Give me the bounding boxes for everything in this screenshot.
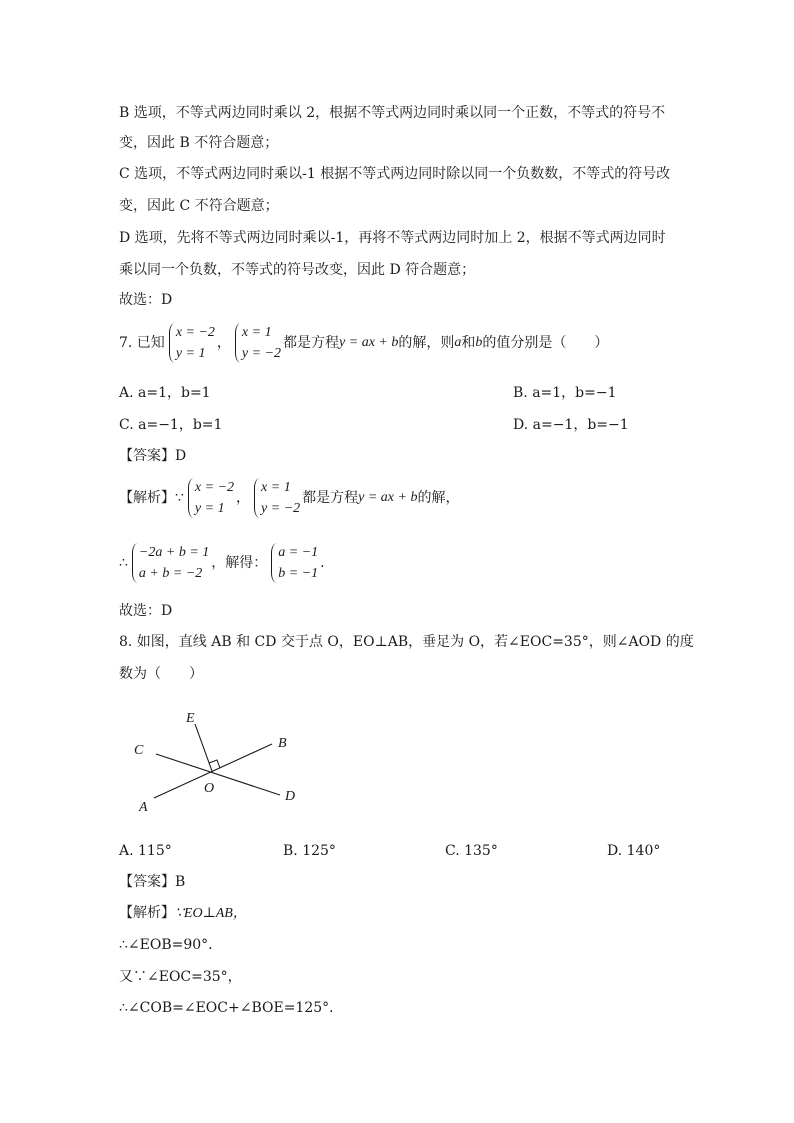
label-e: E bbox=[186, 711, 195, 726]
q7-analysis-label: 【解析】 bbox=[119, 490, 175, 506]
q7-mid-text-2: 都是方程 bbox=[302, 490, 359, 506]
q8-question-line-2: 数为（ ） bbox=[119, 666, 203, 682]
c-option-line-1: C 选项，不等式两边同时乘以-1 根据不等式两边同时除以同一个负数数，不等式的符号改 bbox=[119, 166, 671, 182]
d-option-line-1: D 选项，先将不等式两边同时乘以-1，再将不等式两边同时加上 2，根据不等式两边同时 bbox=[119, 230, 666, 246]
q7-equation-2: y = ax + b bbox=[358, 490, 418, 505]
q7-system-2 bbox=[233, 322, 281, 364]
label-d: D bbox=[285, 789, 296, 804]
q7-system-3 bbox=[186, 477, 234, 519]
q7-prefix: 7. 已知 bbox=[119, 335, 165, 351]
q7-separator: ， bbox=[216, 335, 231, 351]
q8-step-3: 又∵∠EOC=35°， bbox=[119, 969, 242, 985]
label-a: A bbox=[139, 800, 148, 815]
q8-step-4: ∴∠COB=∠EOC+∠BOE=125°． bbox=[119, 1000, 344, 1016]
q7-equation: y = ax + b bbox=[339, 335, 399, 350]
q7-var-a: a bbox=[454, 335, 462, 350]
q7-system-5 bbox=[130, 542, 209, 584]
q8-option-a: A. 115° bbox=[119, 843, 172, 859]
q7-period: . bbox=[320, 555, 325, 571]
q8-step-2: ∴∠EOB=90°． bbox=[119, 937, 223, 953]
q7-system-3-row-1: x = −2 bbox=[194, 480, 235, 495]
ray-oe bbox=[195, 724, 212, 771]
q8-answer: 【答案】B bbox=[119, 874, 186, 890]
q7-system-5-row-2: a + b = −2 bbox=[138, 566, 203, 581]
q7-and: 和 bbox=[461, 335, 476, 351]
q7-system-6-row-2: b = −1 bbox=[278, 566, 319, 581]
q7-var-b: b bbox=[475, 335, 483, 350]
q7-system-2-row-2: y = −2 bbox=[241, 346, 282, 361]
q7-option-b: B. a=1，b=−1 bbox=[513, 385, 617, 401]
q6-conclusion: 故选：D bbox=[119, 292, 173, 308]
q7-system-2-row-1: x = 1 bbox=[241, 325, 272, 340]
q8-analysis-line-1 bbox=[119, 903, 247, 924]
q7-system-1-row-2: y = 1 bbox=[175, 346, 206, 361]
label-c: C bbox=[134, 743, 144, 758]
q8-question-line-1: 8. 如图，直线 AB 和 CD 交于点 O，EO⊥AB，垂足为 O，若∠EOC=35°，则∠AOD 的度 bbox=[119, 634, 694, 650]
q7-option-c: C. a=−1，b=1 bbox=[119, 417, 223, 433]
q8-option-d: D. 140° bbox=[607, 843, 661, 859]
q7-suffix-1: 的解，则 bbox=[398, 335, 455, 351]
q7-suffix-2: 的值分别是（ ） bbox=[482, 335, 609, 351]
q7-system-6-row-1: a = −1 bbox=[278, 545, 319, 560]
q7-system-6 bbox=[269, 542, 318, 584]
q7-system-4 bbox=[252, 477, 300, 519]
c-option-line-2: 变，因此 C 不符合题意； bbox=[119, 198, 279, 214]
q7-answer: 【答案】D bbox=[119, 448, 187, 464]
q7-conclusion: 故选：D bbox=[119, 603, 173, 619]
label-b: B bbox=[278, 736, 287, 751]
q7-system-5-row-1: −2a + b = 1 bbox=[138, 545, 210, 560]
q7-system-4-row-1: x = 1 bbox=[261, 480, 291, 495]
q7-system-3-row-2: y = 1 bbox=[194, 501, 225, 516]
q7-therefore-symbol: ∴ bbox=[119, 555, 128, 571]
q7-solve-text: ，解得： bbox=[211, 555, 268, 571]
q7-mid-text: 都是方程 bbox=[283, 335, 340, 351]
q7-suffix-3: 的解， bbox=[417, 490, 460, 506]
q7-system-1-row-1: x = −2 bbox=[175, 325, 215, 340]
q8-option-c: C. 135° bbox=[445, 843, 498, 859]
q7-option-a: A. a=1，b=1 bbox=[119, 385, 211, 401]
q7-analysis-line-1 bbox=[119, 477, 459, 519]
q8-geometry-figure bbox=[120, 700, 320, 830]
b-option-line-2: 变，因此 B 不符合题意； bbox=[119, 135, 279, 151]
q7-option-d: D. a=−1，b=−1 bbox=[513, 417, 629, 433]
d-option-line-2: 乘以同一个负数，不等式的符号改变，因此 D 符合题意； bbox=[119, 262, 476, 278]
q8-step-1: ∵EO⊥AB， bbox=[175, 906, 247, 921]
label-o: O bbox=[204, 781, 215, 796]
q8-option-b: B. 125° bbox=[283, 843, 336, 859]
q7-system-4-row-2: y = −2 bbox=[261, 501, 301, 516]
q7-separator-2: ， bbox=[236, 490, 251, 506]
q8-analysis-label: 【解析】 bbox=[119, 905, 175, 921]
q7-analysis-line-2 bbox=[119, 542, 325, 584]
q7-system-1 bbox=[167, 322, 215, 364]
q7-question bbox=[119, 322, 608, 364]
q7-because-symbol: ∵ bbox=[175, 490, 184, 506]
b-option-line-1: B 选项，不等式两边同时乘以 2，根据不等式两边同时乘以同一个正数，不等式的符号不 bbox=[119, 105, 666, 121]
